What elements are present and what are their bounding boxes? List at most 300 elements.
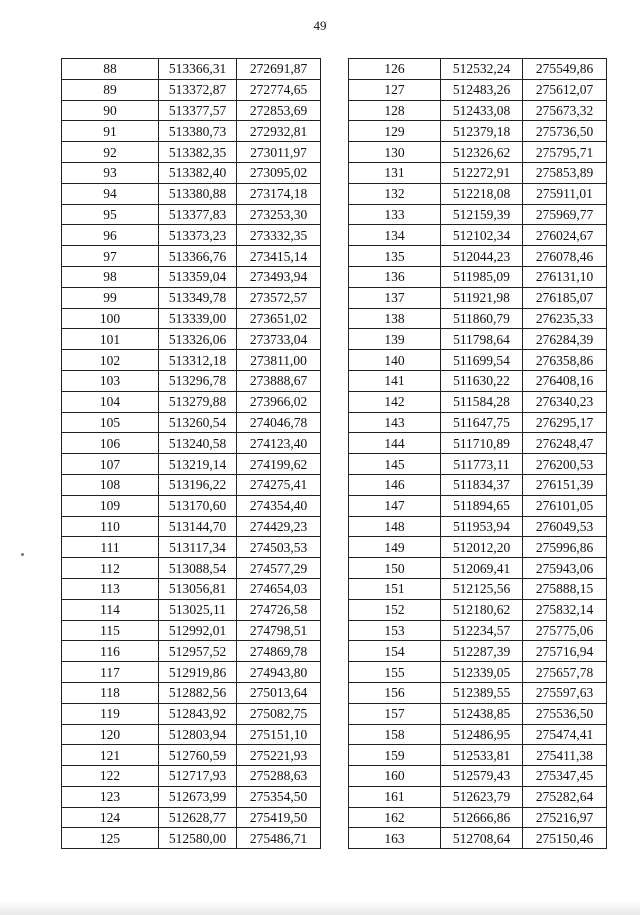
- point-number-cell: 94: [62, 183, 159, 204]
- y-coordinate-cell: 275150,46: [523, 828, 607, 849]
- y-coordinate-cell: 275943,06: [523, 558, 607, 579]
- point-number-cell: 120: [62, 724, 159, 745]
- page-bottom-edge: [0, 900, 640, 915]
- y-coordinate-cell: 276151,39: [523, 474, 607, 495]
- table-row: [62, 183, 321, 204]
- table-row: [349, 474, 607, 495]
- y-coordinate-cell: 275597,63: [523, 682, 607, 703]
- x-coordinate-cell: 512159,39: [441, 204, 523, 225]
- x-coordinate-cell: 512579,43: [441, 766, 523, 787]
- x-coordinate-cell: 512218,08: [441, 183, 523, 204]
- point-number-cell: 129: [349, 121, 441, 142]
- x-coordinate-cell: 512379,18: [441, 121, 523, 142]
- point-number-cell: 143: [349, 412, 441, 433]
- x-coordinate-cell: 511699,54: [441, 350, 523, 371]
- y-coordinate-cell: 274943,80: [237, 662, 321, 683]
- x-coordinate-cell: 512760,59: [159, 745, 237, 766]
- y-coordinate-cell: 276131,10: [523, 266, 607, 287]
- table-row: [349, 121, 607, 142]
- x-coordinate-cell: 513380,73: [159, 121, 237, 142]
- point-number-cell: 126: [349, 59, 441, 80]
- x-coordinate-cell: 512102,34: [441, 225, 523, 246]
- point-number-cell: 160: [349, 766, 441, 787]
- x-coordinate-cell: 512957,52: [159, 641, 237, 662]
- point-number-cell: 154: [349, 641, 441, 662]
- table-row: [349, 183, 607, 204]
- y-coordinate-cell: 275775,06: [523, 620, 607, 641]
- table-row: [62, 329, 321, 350]
- table-row: [349, 391, 607, 412]
- point-number-cell: 144: [349, 433, 441, 454]
- table-row: [349, 828, 607, 849]
- x-coordinate-cell: 512438,85: [441, 703, 523, 724]
- table-row: [349, 350, 607, 371]
- x-coordinate-cell: 512532,24: [441, 59, 523, 80]
- table-row: [349, 308, 607, 329]
- table-row: [62, 162, 321, 183]
- coordinates-table-left: [61, 58, 321, 849]
- y-coordinate-cell: 275549,86: [523, 59, 607, 80]
- x-coordinate-cell: 512069,41: [441, 558, 523, 579]
- coordinates-table-right: [348, 58, 607, 849]
- table-row: [349, 79, 607, 100]
- x-coordinate-cell: 512486,95: [441, 724, 523, 745]
- point-number-cell: 95: [62, 204, 159, 225]
- table-row: [62, 516, 321, 537]
- table-row: [349, 662, 607, 683]
- table-row: [62, 537, 321, 558]
- point-number-cell: 153: [349, 620, 441, 641]
- table-row: [349, 703, 607, 724]
- x-coordinate-cell: 513279,88: [159, 391, 237, 412]
- x-coordinate-cell: 512287,39: [441, 641, 523, 662]
- y-coordinate-cell: 276101,05: [523, 495, 607, 516]
- y-coordinate-cell: 273572,57: [237, 287, 321, 308]
- y-coordinate-cell: 276200,53: [523, 454, 607, 475]
- y-coordinate-cell: 274354,40: [237, 495, 321, 516]
- x-coordinate-cell: 512389,55: [441, 682, 523, 703]
- point-number-cell: 145: [349, 454, 441, 475]
- y-coordinate-cell: 275969,77: [523, 204, 607, 225]
- point-number-cell: 128: [349, 100, 441, 121]
- x-coordinate-cell: 512623,79: [441, 786, 523, 807]
- x-coordinate-cell: 512533,81: [441, 745, 523, 766]
- y-coordinate-cell: 275996,86: [523, 537, 607, 558]
- y-coordinate-cell: 275673,32: [523, 100, 607, 121]
- x-coordinate-cell: 511953,94: [441, 516, 523, 537]
- point-number-cell: 130: [349, 142, 441, 163]
- table-row: [349, 412, 607, 433]
- x-coordinate-cell: 512125,56: [441, 578, 523, 599]
- y-coordinate-cell: 274199,62: [237, 454, 321, 475]
- table-row: [62, 495, 321, 516]
- x-coordinate-cell: 513339,00: [159, 308, 237, 329]
- table-row: [62, 204, 321, 225]
- x-coordinate-cell: 513349,78: [159, 287, 237, 308]
- x-coordinate-cell: 512044,23: [441, 246, 523, 267]
- y-coordinate-cell: 276340,23: [523, 391, 607, 412]
- x-coordinate-cell: 512803,94: [159, 724, 237, 745]
- y-coordinate-cell: 274275,41: [237, 474, 321, 495]
- point-number-cell: 114: [62, 599, 159, 620]
- x-coordinate-cell: 511894,65: [441, 495, 523, 516]
- table-row: [62, 662, 321, 683]
- table-row: [62, 308, 321, 329]
- x-coordinate-cell: 511834,37: [441, 474, 523, 495]
- point-number-cell: 140: [349, 350, 441, 371]
- x-coordinate-cell: 513117,34: [159, 537, 237, 558]
- point-number-cell: 133: [349, 204, 441, 225]
- point-number-cell: 152: [349, 599, 441, 620]
- point-number-cell: 121: [62, 745, 159, 766]
- table-row: [62, 474, 321, 495]
- x-coordinate-cell: 512673,99: [159, 786, 237, 807]
- x-coordinate-cell: 513144,70: [159, 516, 237, 537]
- table-row: [62, 828, 321, 849]
- y-coordinate-cell: 276024,67: [523, 225, 607, 246]
- point-number-cell: 134: [349, 225, 441, 246]
- point-number-cell: 91: [62, 121, 159, 142]
- y-coordinate-cell: 275486,71: [237, 828, 321, 849]
- x-coordinate-cell: 511647,75: [441, 412, 523, 433]
- table-row: [349, 495, 607, 516]
- point-number-cell: 110: [62, 516, 159, 537]
- y-coordinate-cell: 276408,16: [523, 370, 607, 391]
- point-number-cell: 93: [62, 162, 159, 183]
- y-coordinate-cell: 275736,50: [523, 121, 607, 142]
- y-coordinate-cell: 274123,40: [237, 433, 321, 454]
- table-row: [62, 121, 321, 142]
- table-row: [349, 454, 607, 475]
- x-coordinate-cell: 513377,83: [159, 204, 237, 225]
- table-row: [62, 266, 321, 287]
- point-number-cell: 119: [62, 703, 159, 724]
- y-coordinate-cell: 275282,64: [523, 786, 607, 807]
- x-coordinate-cell: 513260,54: [159, 412, 237, 433]
- x-coordinate-cell: 513382,35: [159, 142, 237, 163]
- x-coordinate-cell: 513240,58: [159, 433, 237, 454]
- point-number-cell: 127: [349, 79, 441, 100]
- y-coordinate-cell: 274577,29: [237, 558, 321, 579]
- y-coordinate-cell: 275888,15: [523, 578, 607, 599]
- x-coordinate-cell: 513025,11: [159, 599, 237, 620]
- margin-speck: [21, 553, 24, 556]
- point-number-cell: 163: [349, 828, 441, 849]
- x-coordinate-cell: 511584,28: [441, 391, 523, 412]
- y-coordinate-cell: 275911,01: [523, 183, 607, 204]
- point-number-cell: 155: [349, 662, 441, 683]
- y-coordinate-cell: 273811,00: [237, 350, 321, 371]
- y-coordinate-cell: 275612,07: [523, 79, 607, 100]
- table-row: [62, 703, 321, 724]
- table-row: [62, 79, 321, 100]
- x-coordinate-cell: 512339,05: [441, 662, 523, 683]
- point-number-cell: 90: [62, 100, 159, 121]
- point-number-cell: 112: [62, 558, 159, 579]
- table-row: [62, 578, 321, 599]
- table-row: [62, 807, 321, 828]
- point-number-cell: 150: [349, 558, 441, 579]
- coordinates-table-right-body: [349, 59, 607, 849]
- table-row: [349, 786, 607, 807]
- x-coordinate-cell: 513366,76: [159, 246, 237, 267]
- point-number-cell: 147: [349, 495, 441, 516]
- table-row: [349, 766, 607, 787]
- point-number-cell: 100: [62, 308, 159, 329]
- table-row: [349, 329, 607, 350]
- table-row: [349, 100, 607, 121]
- x-coordinate-cell: 512843,92: [159, 703, 237, 724]
- point-number-cell: 131: [349, 162, 441, 183]
- table-row: [349, 682, 607, 703]
- y-coordinate-cell: 275347,45: [523, 766, 607, 787]
- y-coordinate-cell: 274869,78: [237, 641, 321, 662]
- point-number-cell: 125: [62, 828, 159, 849]
- y-coordinate-cell: 275832,14: [523, 599, 607, 620]
- x-coordinate-cell: 511985,09: [441, 266, 523, 287]
- y-coordinate-cell: 274654,03: [237, 578, 321, 599]
- table-row: [349, 142, 607, 163]
- table-row: [349, 204, 607, 225]
- y-coordinate-cell: 275221,93: [237, 745, 321, 766]
- point-number-cell: 132: [349, 183, 441, 204]
- table-row: [349, 266, 607, 287]
- y-coordinate-cell: 274726,58: [237, 599, 321, 620]
- y-coordinate-cell: 273493,94: [237, 266, 321, 287]
- table-row: [349, 641, 607, 662]
- y-coordinate-cell: 275657,78: [523, 662, 607, 683]
- y-coordinate-cell: 273415,14: [237, 246, 321, 267]
- point-number-cell: 136: [349, 266, 441, 287]
- table-row: [349, 620, 607, 641]
- table-row: [349, 59, 607, 80]
- y-coordinate-cell: 275411,38: [523, 745, 607, 766]
- table-row: [62, 412, 321, 433]
- x-coordinate-cell: 512012,20: [441, 537, 523, 558]
- point-number-cell: 137: [349, 287, 441, 308]
- table-row: [349, 433, 607, 454]
- table-row: [62, 558, 321, 579]
- point-number-cell: 102: [62, 350, 159, 371]
- x-coordinate-cell: 513170,60: [159, 495, 237, 516]
- table-row: [349, 370, 607, 391]
- point-number-cell: 138: [349, 308, 441, 329]
- x-coordinate-cell: 511773,11: [441, 454, 523, 475]
- y-coordinate-cell: 275853,89: [523, 162, 607, 183]
- x-coordinate-cell: 511798,64: [441, 329, 523, 350]
- table-row: [349, 724, 607, 745]
- y-coordinate-cell: 275354,50: [237, 786, 321, 807]
- x-coordinate-cell: 513088,54: [159, 558, 237, 579]
- x-coordinate-cell: 512666,86: [441, 807, 523, 828]
- point-number-cell: 141: [349, 370, 441, 391]
- point-number-cell: 149: [349, 537, 441, 558]
- table-row: [62, 350, 321, 371]
- y-coordinate-cell: 275216,97: [523, 807, 607, 828]
- table-row: [349, 745, 607, 766]
- x-coordinate-cell: 511860,79: [441, 308, 523, 329]
- page-number: 49: [313, 18, 327, 33]
- point-number-cell: 156: [349, 682, 441, 703]
- y-coordinate-cell: 275536,50: [523, 703, 607, 724]
- table-row: [62, 100, 321, 121]
- y-coordinate-cell: 273174,18: [237, 183, 321, 204]
- point-number-cell: 89: [62, 79, 159, 100]
- coordinates-table-left-body: [62, 59, 321, 849]
- point-number-cell: 142: [349, 391, 441, 412]
- y-coordinate-cell: 274798,51: [237, 620, 321, 641]
- y-coordinate-cell: 274046,78: [237, 412, 321, 433]
- x-coordinate-cell: 512708,64: [441, 828, 523, 849]
- table-row: [62, 724, 321, 745]
- point-number-cell: 139: [349, 329, 441, 350]
- x-coordinate-cell: 512433,08: [441, 100, 523, 121]
- point-number-cell: 124: [62, 807, 159, 828]
- table-row: [349, 246, 607, 267]
- point-number-cell: 117: [62, 662, 159, 683]
- x-coordinate-cell: 512272,91: [441, 162, 523, 183]
- point-number-cell: 97: [62, 246, 159, 267]
- y-coordinate-cell: 272691,87: [237, 59, 321, 80]
- x-coordinate-cell: 512180,62: [441, 599, 523, 620]
- table-row: [349, 807, 607, 828]
- table-row: [349, 287, 607, 308]
- y-coordinate-cell: 273011,97: [237, 142, 321, 163]
- table-row: [349, 162, 607, 183]
- point-number-cell: 113: [62, 578, 159, 599]
- table-row: [62, 142, 321, 163]
- point-number-cell: 101: [62, 329, 159, 350]
- x-coordinate-cell: 513296,78: [159, 370, 237, 391]
- point-number-cell: 106: [62, 433, 159, 454]
- y-coordinate-cell: 273733,04: [237, 329, 321, 350]
- point-number-cell: 116: [62, 641, 159, 662]
- y-coordinate-cell: 273253,30: [237, 204, 321, 225]
- table-row: [62, 433, 321, 454]
- table-row: [62, 454, 321, 475]
- point-number-cell: 122: [62, 766, 159, 787]
- point-number-cell: 118: [62, 682, 159, 703]
- y-coordinate-cell: 275419,50: [237, 807, 321, 828]
- y-coordinate-cell: 276185,07: [523, 287, 607, 308]
- x-coordinate-cell: 512580,00: [159, 828, 237, 849]
- y-coordinate-cell: 276235,33: [523, 308, 607, 329]
- x-coordinate-cell: 513377,57: [159, 100, 237, 121]
- table-row: [62, 766, 321, 787]
- y-coordinate-cell: 272853,69: [237, 100, 321, 121]
- y-coordinate-cell: 274503,53: [237, 537, 321, 558]
- table-row: [62, 246, 321, 267]
- x-coordinate-cell: 512628,77: [159, 807, 237, 828]
- table-row: [62, 391, 321, 412]
- table-row: [349, 578, 607, 599]
- point-number-cell: 96: [62, 225, 159, 246]
- table-row: [349, 599, 607, 620]
- table-row: [62, 370, 321, 391]
- point-number-cell: 148: [349, 516, 441, 537]
- table-row: [62, 287, 321, 308]
- table-row: [62, 682, 321, 703]
- x-coordinate-cell: 513326,06: [159, 329, 237, 350]
- y-coordinate-cell: 274429,23: [237, 516, 321, 537]
- point-number-cell: 115: [62, 620, 159, 641]
- x-coordinate-cell: 513372,87: [159, 79, 237, 100]
- table-row: [349, 516, 607, 537]
- x-coordinate-cell: 513373,23: [159, 225, 237, 246]
- x-coordinate-cell: 511710,89: [441, 433, 523, 454]
- y-coordinate-cell: 272932,81: [237, 121, 321, 142]
- x-coordinate-cell: 512882,56: [159, 682, 237, 703]
- table-row: [349, 558, 607, 579]
- x-coordinate-cell: 512992,01: [159, 620, 237, 641]
- x-coordinate-cell: 513312,18: [159, 350, 237, 371]
- y-coordinate-cell: 275795,71: [523, 142, 607, 163]
- x-coordinate-cell: 513196,22: [159, 474, 237, 495]
- x-coordinate-cell: 512326,62: [441, 142, 523, 163]
- table-row: [62, 786, 321, 807]
- y-coordinate-cell: 273095,02: [237, 162, 321, 183]
- y-coordinate-cell: 272774,65: [237, 79, 321, 100]
- x-coordinate-cell: 513359,04: [159, 266, 237, 287]
- point-number-cell: 88: [62, 59, 159, 80]
- point-number-cell: 135: [349, 246, 441, 267]
- point-number-cell: 108: [62, 474, 159, 495]
- table-row: [349, 225, 607, 246]
- y-coordinate-cell: 275151,10: [237, 724, 321, 745]
- y-coordinate-cell: 276358,86: [523, 350, 607, 371]
- point-number-cell: 111: [62, 537, 159, 558]
- y-coordinate-cell: 276295,17: [523, 412, 607, 433]
- table-row: [62, 225, 321, 246]
- x-coordinate-cell: 512919,86: [159, 662, 237, 683]
- x-coordinate-cell: 513380,88: [159, 183, 237, 204]
- table-row: [62, 599, 321, 620]
- point-number-cell: 104: [62, 391, 159, 412]
- y-coordinate-cell: 273332,35: [237, 225, 321, 246]
- y-coordinate-cell: 275474,41: [523, 724, 607, 745]
- table-row: [62, 59, 321, 80]
- point-number-cell: 151: [349, 578, 441, 599]
- point-number-cell: 159: [349, 745, 441, 766]
- y-coordinate-cell: 276078,46: [523, 246, 607, 267]
- y-coordinate-cell: 273651,02: [237, 308, 321, 329]
- y-coordinate-cell: 273966,02: [237, 391, 321, 412]
- x-coordinate-cell: 513219,14: [159, 454, 237, 475]
- x-coordinate-cell: 512483,26: [441, 79, 523, 100]
- x-coordinate-cell: 512234,57: [441, 620, 523, 641]
- y-coordinate-cell: 273888,67: [237, 370, 321, 391]
- x-coordinate-cell: 513382,40: [159, 162, 237, 183]
- y-coordinate-cell: 276049,53: [523, 516, 607, 537]
- y-coordinate-cell: 275716,94: [523, 641, 607, 662]
- point-number-cell: 109: [62, 495, 159, 516]
- point-number-cell: 146: [349, 474, 441, 495]
- x-coordinate-cell: 513056,81: [159, 578, 237, 599]
- table-row: [62, 745, 321, 766]
- y-coordinate-cell: 276284,39: [523, 329, 607, 350]
- point-number-cell: 103: [62, 370, 159, 391]
- point-number-cell: 123: [62, 786, 159, 807]
- point-number-cell: 92: [62, 142, 159, 163]
- y-coordinate-cell: 275082,75: [237, 703, 321, 724]
- point-number-cell: 99: [62, 287, 159, 308]
- point-number-cell: 107: [62, 454, 159, 475]
- point-number-cell: 105: [62, 412, 159, 433]
- y-coordinate-cell: 275013,64: [237, 682, 321, 703]
- table-row: [349, 537, 607, 558]
- point-number-cell: 158: [349, 724, 441, 745]
- point-number-cell: 161: [349, 786, 441, 807]
